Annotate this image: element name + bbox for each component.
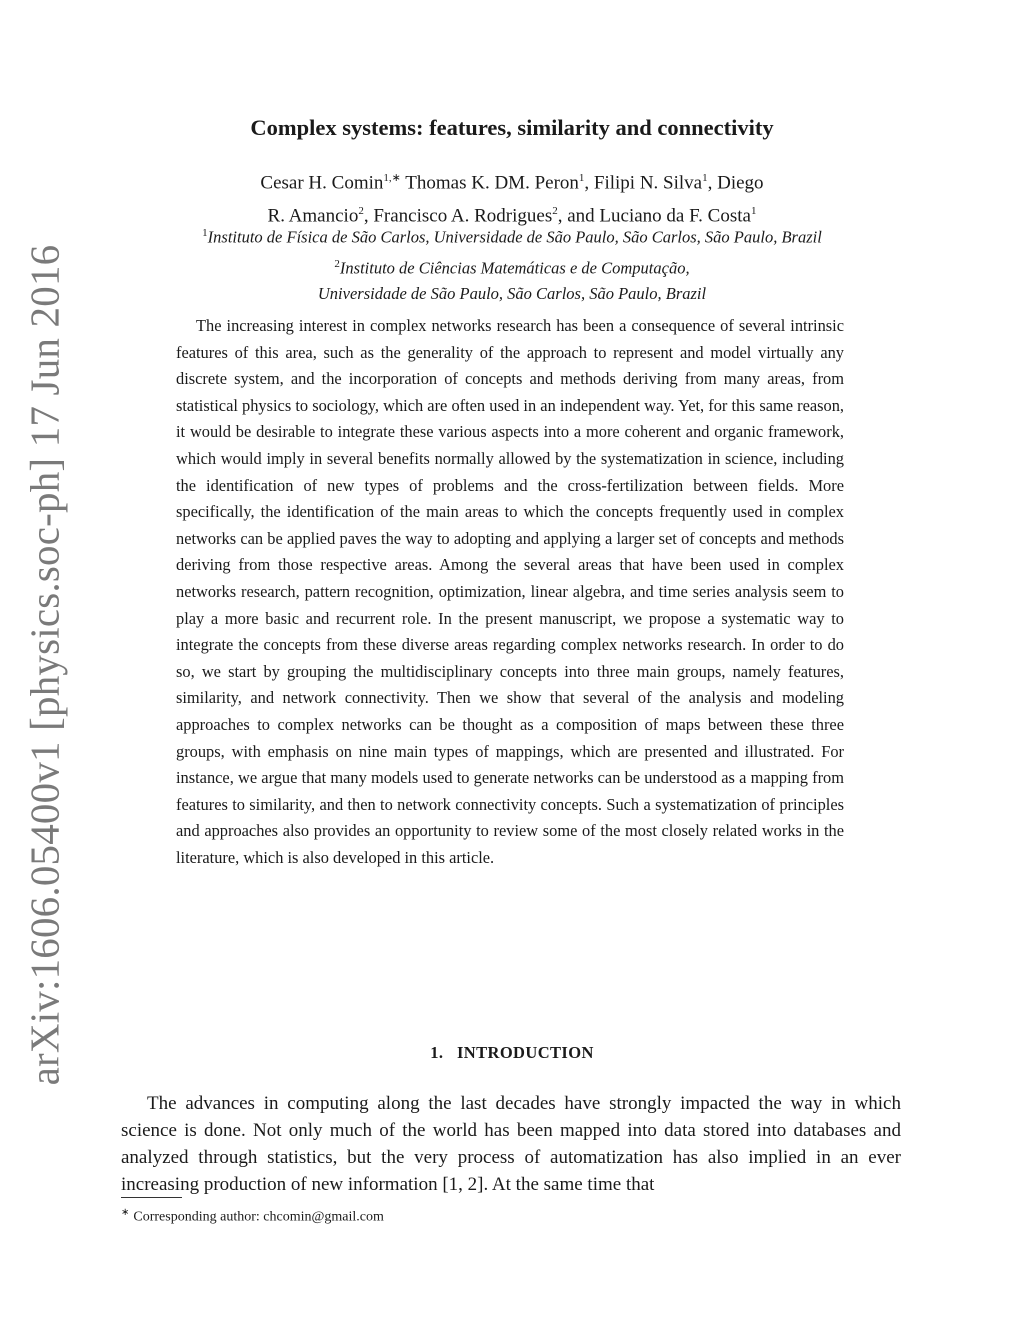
affiliation-number: 1 bbox=[202, 227, 208, 239]
author-name: Thomas K. DM. Peron bbox=[400, 172, 579, 194]
author-affiliation-mark: 1 bbox=[702, 172, 708, 184]
paper-title: Complex systems: features, similarity and connectivity bbox=[250, 115, 774, 140]
arxiv-identifier bbox=[14, 244, 74, 1086]
section-title: INTRODUCTION bbox=[456, 1043, 594, 1062]
abstract: The increasing interest in complex networks research has been a consequence of several intrinsic features of this area, such as the generality of the approach to represent and model virtually any discrete system, and the incorporation of concepts and methods deriving from many areas, from statistical physics to sociology, which are often used in an independent way. Yet, for this same reason, it would be desirable to integrate these various aspects into a more coherent and organic framework, which would imply in several benefits normally allowed by the systematization in science, including the identification of new types of problems and the cross-fertilization between fields. More specifically, the identification of the main areas to which the concepts frequently used in complex networks can be applied paves the way to adopting and applying a larger set of concepts and methods deriving from those respective areas. Among the several areas that have been used in complex networks research, pattern recognition, optimization, linear algebra, and time series analysis seem to play a more basic and recurrent role. In the present manuscript, we propose a systematic way to integrate the concepts from these diverse areas regarding complex networks research. In order to do so, we start by grouping the multidisciplinary concepts into three main groups, namely features, similarity, and network connectivity. Then we show that several of the analysis and modeling approaches to complex networks can be thought as a composition of maps between these three groups, with emphasis on nine main types of mappings, which are presented and illustrated. For instance, we argue that many models used to generate networks can be understood as a mapping from features to similarity, and then to network connectivity concepts. Such a systematization of principles and approaches also provides an opportunity to review some of the most closely related works in the literature, which is also developed in this article. bbox=[176, 316, 844, 867]
author-affiliation-mark: 1 bbox=[578, 172, 585, 184]
affiliations bbox=[0, 220, 1024, 307]
affiliation-text: Instituto de Física de São Carlos, Universidade de São Paulo, São Carlos, São Paulo, Brazil bbox=[207, 227, 822, 247]
footnote-text: Corresponding author: chcomin@gmail.com bbox=[133, 1209, 384, 1225]
author-name: , Francisco A. Rodrigues bbox=[363, 205, 553, 227]
arxiv-id-text: arXiv:1606.05400v1 [physics.soc-ph] 17 Jun 2016 bbox=[21, 244, 67, 1086]
author-affiliation-mark: 2 bbox=[552, 205, 558, 218]
section-number: 1. bbox=[430, 1043, 444, 1062]
author-name: Cesar H. Comin bbox=[260, 172, 384, 194]
author-affiliation-mark: 2 bbox=[358, 205, 364, 218]
author-affiliation-mark: 1,∗ bbox=[383, 172, 401, 184]
author-name: , Filipi N. Silva bbox=[584, 172, 703, 194]
affiliation-1 bbox=[0, 220, 1024, 251]
introduction-paragraph: The advances in computing along the last decades have strongly impacted the way in which science is done. Not only much of the world has been mapped into data stored into databases and analyzed through statistics, but the very process of automatization has also implied in an ever increasing production of new information [1, 2]. At the same time that bbox=[121, 1093, 901, 1195]
footnote-marker: ∗ bbox=[121, 1207, 130, 1218]
affiliation-text: Instituto de Ciências Matemáticas e de Computação, bbox=[339, 258, 690, 277]
section-heading bbox=[0, 1043, 1024, 1063]
footnote-divider bbox=[121, 1197, 182, 1198]
author-name: , Diego bbox=[707, 172, 764, 194]
author-line-1 bbox=[0, 164, 1024, 197]
footnote bbox=[121, 1207, 384, 1226]
author-name: R. Amancio bbox=[267, 205, 359, 227]
author-name: , and Luciano da F. Costa bbox=[557, 205, 751, 227]
affiliation-2 bbox=[0, 251, 1024, 282]
affiliation-number: 2 bbox=[334, 257, 340, 270]
author-affiliation-mark: 1 bbox=[750, 205, 757, 218]
affiliation-2-continued: Universidade de São Paulo, São Carlos, São Paulo, Brazil bbox=[317, 284, 707, 303]
